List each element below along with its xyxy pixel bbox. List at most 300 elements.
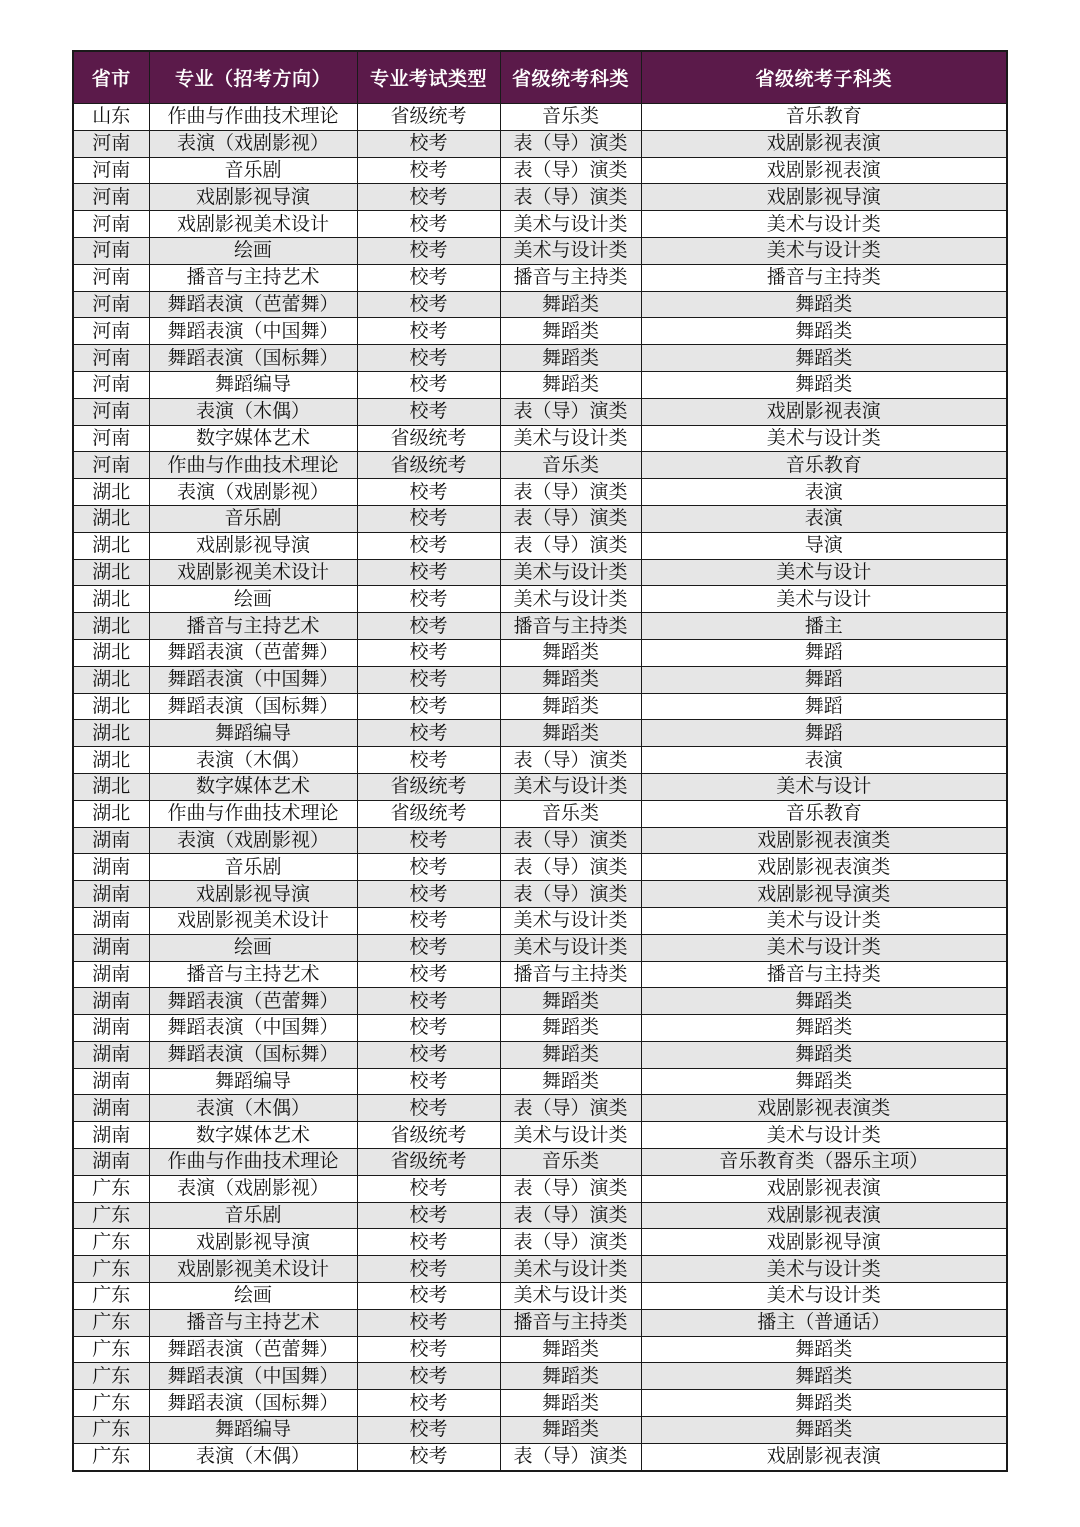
cell-province: 广东 [73,1417,149,1444]
table-header [73,51,1007,104]
cell-province: 广东 [73,1202,149,1229]
cell-exam-type: 校考 [357,532,500,559]
cell-province: 湖南 [73,907,149,934]
cell-exam-type: 校考 [357,371,500,398]
cell-major: 作曲与作曲技术理论 [149,452,357,479]
cell-exam-type: 校考 [357,1363,500,1390]
cell-major: 舞蹈表演（中国舞） [149,1015,357,1042]
cell-category: 播音与主持类 [500,613,641,640]
cell-province: 湖南 [73,934,149,961]
cell-subcategory: 戏剧影视表演类 [641,854,1007,881]
cell-province: 湖北 [73,747,149,774]
cell-subcategory: 美术与设计 [641,586,1007,613]
cell-major: 数字媒体艺术 [149,773,357,800]
cell-major: 表演（木偶） [149,1443,357,1470]
cell-category: 美术与设计类 [500,425,641,452]
cell-exam-type: 省级统考 [357,1149,500,1176]
cell-province: 河南 [73,371,149,398]
cell-category: 表（导）演类 [500,1202,641,1229]
cell-major: 舞蹈表演（中国舞） [149,1363,357,1390]
cell-subcategory: 舞蹈类 [641,345,1007,372]
table-row [73,1390,1007,1417]
cell-exam-type: 校考 [357,130,500,157]
cell-major: 戏剧影视导演 [149,1229,357,1256]
cell-province: 湖南 [73,881,149,908]
cell-subcategory: 表演 [641,479,1007,506]
cell-major: 作曲与作曲技术理论 [149,104,357,131]
cell-subcategory: 戏剧影视表演 [641,157,1007,184]
cell-exam-type: 校考 [357,1417,500,1444]
cell-category: 舞蹈类 [500,988,641,1015]
cell-exam-type: 校考 [357,1256,500,1283]
cell-province: 广东 [73,1309,149,1336]
cell-category: 舞蹈类 [500,345,641,372]
cell-category: 播音与主持类 [500,961,641,988]
table-row [73,988,1007,1015]
table-row [73,961,1007,988]
cell-major: 作曲与作曲技术理论 [149,1149,357,1176]
cell-major: 舞蹈表演（芭蕾舞） [149,988,357,1015]
cell-major: 戏剧影视美术设计 [149,559,357,586]
cell-province: 湖南 [73,988,149,1015]
cell-major: 表演（戏剧影视） [149,827,357,854]
cell-exam-type: 省级统考 [357,773,500,800]
cell-province: 河南 [73,425,149,452]
cell-exam-type: 校考 [357,211,500,238]
cell-subcategory: 导演 [641,532,1007,559]
cell-category: 舞蹈类 [500,1417,641,1444]
cell-province: 广东 [73,1390,149,1417]
cell-province: 河南 [73,452,149,479]
cell-category: 舞蹈类 [500,1390,641,1417]
cell-exam-type: 校考 [357,934,500,961]
table-row [73,318,1007,345]
cell-province: 湖南 [73,1095,149,1122]
cell-major: 表演（木偶） [149,398,357,425]
cell-exam-type: 校考 [357,854,500,881]
table-row [73,1336,1007,1363]
cell-category: 舞蹈类 [500,1363,641,1390]
cell-province: 河南 [73,291,149,318]
table-row [73,559,1007,586]
cell-province: 湖北 [73,666,149,693]
table-row [73,1443,1007,1470]
cell-subcategory: 戏剧影视导演 [641,1229,1007,1256]
table-row [73,237,1007,264]
cell-exam-type: 校考 [357,398,500,425]
cell-major: 音乐剧 [149,1202,357,1229]
cell-exam-type: 校考 [357,559,500,586]
cell-exam-type: 校考 [357,586,500,613]
cell-subcategory: 美术与设计类 [641,211,1007,238]
table-row [73,747,1007,774]
cell-subcategory: 舞蹈类 [641,1336,1007,1363]
cell-exam-type: 校考 [357,827,500,854]
cell-major: 舞蹈表演（芭蕾舞） [149,639,357,666]
cell-exam-type: 校考 [357,1202,500,1229]
cell-major: 舞蹈表演（中国舞） [149,318,357,345]
cell-province: 湖南 [73,827,149,854]
cell-province: 河南 [73,157,149,184]
cell-category: 表（导）演类 [500,1095,641,1122]
cell-province: 河南 [73,318,149,345]
cell-province: 河南 [73,264,149,291]
cell-category: 舞蹈类 [500,291,641,318]
cell-subcategory: 戏剧影视表演类 [641,1095,1007,1122]
cell-subcategory: 美术与设计类 [641,237,1007,264]
cell-province: 湖南 [73,961,149,988]
cell-category: 舞蹈类 [500,371,641,398]
cell-category: 舞蹈类 [500,1068,641,1095]
table-row [73,1417,1007,1444]
cell-exam-type: 校考 [357,693,500,720]
cell-category: 表（导）演类 [500,881,641,908]
cell-subcategory: 音乐教育 [641,800,1007,827]
cell-major: 舞蹈表演（国标舞） [149,345,357,372]
cell-category: 表（导）演类 [500,1229,641,1256]
cell-subcategory: 舞蹈 [641,693,1007,720]
cell-exam-type: 校考 [357,1443,500,1470]
table-row [73,130,1007,157]
cell-major: 舞蹈表演（国标舞） [149,693,357,720]
cell-category: 舞蹈类 [500,639,641,666]
table-row [73,720,1007,747]
cell-exam-type: 校考 [357,318,500,345]
cell-major: 戏剧影视美术设计 [149,907,357,934]
cell-major: 音乐剧 [149,157,357,184]
cell-major: 表演（戏剧影视） [149,130,357,157]
cell-category: 美术与设计类 [500,1256,641,1283]
cell-subcategory: 音乐教育 [641,452,1007,479]
table-row [73,1068,1007,1095]
cell-subcategory: 美术与设计类 [641,1122,1007,1149]
cell-province: 广东 [73,1256,149,1283]
table-row [73,934,1007,961]
cell-exam-type: 省级统考 [357,425,500,452]
cell-category: 音乐类 [500,104,641,131]
table-row [73,532,1007,559]
table-row [73,881,1007,908]
table-row [73,1041,1007,1068]
table-row [73,1122,1007,1149]
cell-major: 音乐剧 [149,854,357,881]
cell-subcategory: 戏剧影视表演 [641,1202,1007,1229]
cell-category: 表（导）演类 [500,184,641,211]
cell-category: 表（导）演类 [500,505,641,532]
cell-province: 山东 [73,104,149,131]
cell-subcategory: 舞蹈 [641,639,1007,666]
cell-category: 美术与设计类 [500,1283,641,1310]
cell-major: 播音与主持艺术 [149,264,357,291]
table-row [73,1095,1007,1122]
cell-subcategory: 播主（普通话） [641,1309,1007,1336]
cell-province: 湖北 [73,586,149,613]
cell-exam-type: 校考 [357,1309,500,1336]
cell-exam-type: 校考 [357,1229,500,1256]
table-row [73,907,1007,934]
cell-subcategory: 舞蹈类 [641,1068,1007,1095]
cell-province: 河南 [73,184,149,211]
cell-major: 播音与主持艺术 [149,613,357,640]
cell-major: 绘画 [149,237,357,264]
cell-exam-type: 校考 [357,666,500,693]
cell-subcategory: 舞蹈类 [641,1417,1007,1444]
cell-major: 数字媒体艺术 [149,1122,357,1149]
cell-province: 广东 [73,1336,149,1363]
cell-category: 表（导）演类 [500,398,641,425]
cell-exam-type: 校考 [357,479,500,506]
cell-exam-type: 校考 [357,184,500,211]
cell-province: 河南 [73,237,149,264]
cell-exam-type: 校考 [357,1175,500,1202]
cell-category: 音乐类 [500,452,641,479]
cell-subcategory: 舞蹈类 [641,988,1007,1015]
cell-major: 舞蹈表演（芭蕾舞） [149,1336,357,1363]
cell-major: 舞蹈编导 [149,720,357,747]
admissions-table [72,50,1008,1472]
table-row [73,773,1007,800]
cell-category: 音乐类 [500,800,641,827]
cell-category: 播音与主持类 [500,1309,641,1336]
cell-subcategory: 戏剧影视表演 [641,130,1007,157]
table-row [73,371,1007,398]
table-row [73,639,1007,666]
table-row [73,345,1007,372]
cell-subcategory: 戏剧影视表演类 [641,827,1007,854]
cell-province: 湖南 [73,854,149,881]
cell-province: 湖南 [73,1149,149,1176]
cell-major: 戏剧影视导演 [149,881,357,908]
cell-subcategory: 美术与设计类 [641,934,1007,961]
cell-province: 湖南 [73,1015,149,1042]
cell-subcategory: 美术与设计 [641,773,1007,800]
cell-province: 河南 [73,130,149,157]
cell-category: 舞蹈类 [500,1041,641,1068]
cell-major: 舞蹈表演（国标舞） [149,1041,357,1068]
cell-province: 广东 [73,1175,149,1202]
cell-exam-type: 校考 [357,1283,500,1310]
cell-major: 数字媒体艺术 [149,425,357,452]
cell-category: 舞蹈类 [500,1015,641,1042]
cell-province: 河南 [73,345,149,372]
cell-major: 绘画 [149,934,357,961]
cell-major: 戏剧影视美术设计 [149,1256,357,1283]
cell-exam-type: 校考 [357,907,500,934]
cell-category: 表（导）演类 [500,479,641,506]
cell-major: 戏剧影视导演 [149,532,357,559]
cell-category: 表（导）演类 [500,130,641,157]
cell-exam-type: 校考 [357,264,500,291]
table-body [73,104,1007,1471]
cell-category: 美术与设计类 [500,211,641,238]
cell-province: 湖北 [73,505,149,532]
cell-exam-type: 校考 [357,1068,500,1095]
cell-subcategory: 舞蹈类 [641,1390,1007,1417]
cell-category: 美术与设计类 [500,907,641,934]
cell-category: 表（导）演类 [500,532,641,559]
cell-category: 美术与设计类 [500,934,641,961]
cell-subcategory: 戏剧影视导演类 [641,881,1007,908]
cell-province: 湖南 [73,1068,149,1095]
table-row [73,104,1007,131]
cell-subcategory: 舞蹈类 [641,318,1007,345]
cell-category: 播音与主持类 [500,264,641,291]
cell-subcategory: 播主 [641,613,1007,640]
header-category: 省级统考科类 [500,51,641,104]
cell-major: 舞蹈编导 [149,1068,357,1095]
cell-major: 舞蹈表演（中国舞） [149,666,357,693]
table-row [73,211,1007,238]
cell-category: 美术与设计类 [500,559,641,586]
table-row [73,854,1007,881]
cell-category: 美术与设计类 [500,237,641,264]
cell-exam-type: 校考 [357,881,500,908]
cell-subcategory: 音乐教育类（器乐主项） [641,1149,1007,1176]
cell-province: 湖北 [73,479,149,506]
cell-exam-type: 校考 [357,345,500,372]
cell-province: 湖南 [73,1041,149,1068]
cell-major: 播音与主持艺术 [149,1309,357,1336]
table-row [73,157,1007,184]
cell-subcategory: 舞蹈类 [641,1041,1007,1068]
cell-exam-type: 校考 [357,291,500,318]
cell-major: 戏剧影视美术设计 [149,211,357,238]
cell-major: 绘画 [149,586,357,613]
cell-major: 播音与主持艺术 [149,961,357,988]
cell-major: 表演（戏剧影视） [149,1175,357,1202]
cell-exam-type: 校考 [357,505,500,532]
table-row [73,1256,1007,1283]
cell-province: 河南 [73,211,149,238]
cell-category: 舞蹈类 [500,693,641,720]
cell-province: 湖北 [73,720,149,747]
table-row [73,666,1007,693]
cell-subcategory: 美术与设计 [641,559,1007,586]
cell-province: 湖北 [73,693,149,720]
cell-major: 表演（木偶） [149,1095,357,1122]
cell-exam-type: 校考 [357,747,500,774]
cell-subcategory: 美术与设计类 [641,1256,1007,1283]
cell-subcategory: 舞蹈类 [641,1363,1007,1390]
cell-subcategory: 戏剧影视表演 [641,1443,1007,1470]
cell-province: 湖南 [73,1122,149,1149]
cell-exam-type: 省级统考 [357,1122,500,1149]
cell-exam-type: 校考 [357,1095,500,1122]
table-row [73,1363,1007,1390]
cell-major: 舞蹈编导 [149,371,357,398]
cell-exam-type: 校考 [357,237,500,264]
table-row [73,586,1007,613]
cell-major: 绘画 [149,1283,357,1310]
cell-major: 表演（木偶） [149,747,357,774]
cell-major: 舞蹈表演（芭蕾舞） [149,291,357,318]
cell-exam-type: 校考 [357,639,500,666]
table-row [73,1309,1007,1336]
cell-category: 表（导）演类 [500,827,641,854]
cell-major: 表演（戏剧影视） [149,479,357,506]
cell-exam-type: 校考 [357,1390,500,1417]
table-row [73,505,1007,532]
cell-subcategory: 戏剧影视表演 [641,398,1007,425]
table-row [73,1283,1007,1310]
cell-province: 湖北 [73,639,149,666]
table-row [73,398,1007,425]
cell-subcategory: 表演 [641,747,1007,774]
table-row [73,264,1007,291]
cell-major: 作曲与作曲技术理论 [149,800,357,827]
table-row [73,1015,1007,1042]
cell-category: 美术与设计类 [500,1122,641,1149]
cell-exam-type: 校考 [357,720,500,747]
cell-subcategory: 舞蹈 [641,666,1007,693]
table-row [73,425,1007,452]
cell-exam-type: 校考 [357,1041,500,1068]
cell-subcategory: 舞蹈 [641,720,1007,747]
cell-subcategory: 表演 [641,505,1007,532]
cell-province: 湖北 [73,559,149,586]
cell-province: 河南 [73,398,149,425]
cell-exam-type: 省级统考 [357,452,500,479]
cell-province: 广东 [73,1443,149,1470]
cell-major: 音乐剧 [149,505,357,532]
table-row [73,184,1007,211]
cell-category: 美术与设计类 [500,773,641,800]
cell-subcategory: 音乐教育 [641,104,1007,131]
cell-major: 舞蹈编导 [149,1417,357,1444]
cell-category: 表（导）演类 [500,157,641,184]
cell-subcategory: 美术与设计类 [641,425,1007,452]
table-row [73,291,1007,318]
cell-exam-type: 校考 [357,988,500,1015]
cell-subcategory: 美术与设计类 [641,907,1007,934]
cell-exam-type: 校考 [357,1336,500,1363]
table-row [73,1175,1007,1202]
cell-subcategory: 舞蹈类 [641,291,1007,318]
cell-subcategory: 舞蹈类 [641,371,1007,398]
cell-category: 美术与设计类 [500,586,641,613]
cell-province: 湖北 [73,613,149,640]
cell-major: 舞蹈表演（国标舞） [149,1390,357,1417]
table-row [73,800,1007,827]
header-exam-type: 专业考试类型 [357,51,500,104]
table-row [73,613,1007,640]
cell-subcategory: 播音与主持类 [641,961,1007,988]
cell-category: 音乐类 [500,1149,641,1176]
cell-exam-type: 校考 [357,613,500,640]
table-row [73,452,1007,479]
cell-province: 湖北 [73,773,149,800]
cell-category: 舞蹈类 [500,666,641,693]
cell-category: 表（导）演类 [500,854,641,881]
cell-province: 广东 [73,1363,149,1390]
cell-subcategory: 戏剧影视导演 [641,184,1007,211]
cell-province: 广东 [73,1229,149,1256]
table-row [73,827,1007,854]
cell-category: 舞蹈类 [500,720,641,747]
header-row [73,51,1007,104]
header-province: 省市 [73,51,149,104]
cell-exam-type: 省级统考 [357,800,500,827]
cell-category: 舞蹈类 [500,318,641,345]
cell-subcategory: 戏剧影视表演 [641,1175,1007,1202]
cell-exam-type: 校考 [357,1015,500,1042]
table-row [73,1229,1007,1256]
cell-category: 表（导）演类 [500,1443,641,1470]
cell-category: 表（导）演类 [500,1175,641,1202]
cell-subcategory: 播音与主持类 [641,264,1007,291]
cell-exam-type: 校考 [357,961,500,988]
table-row [73,1149,1007,1176]
